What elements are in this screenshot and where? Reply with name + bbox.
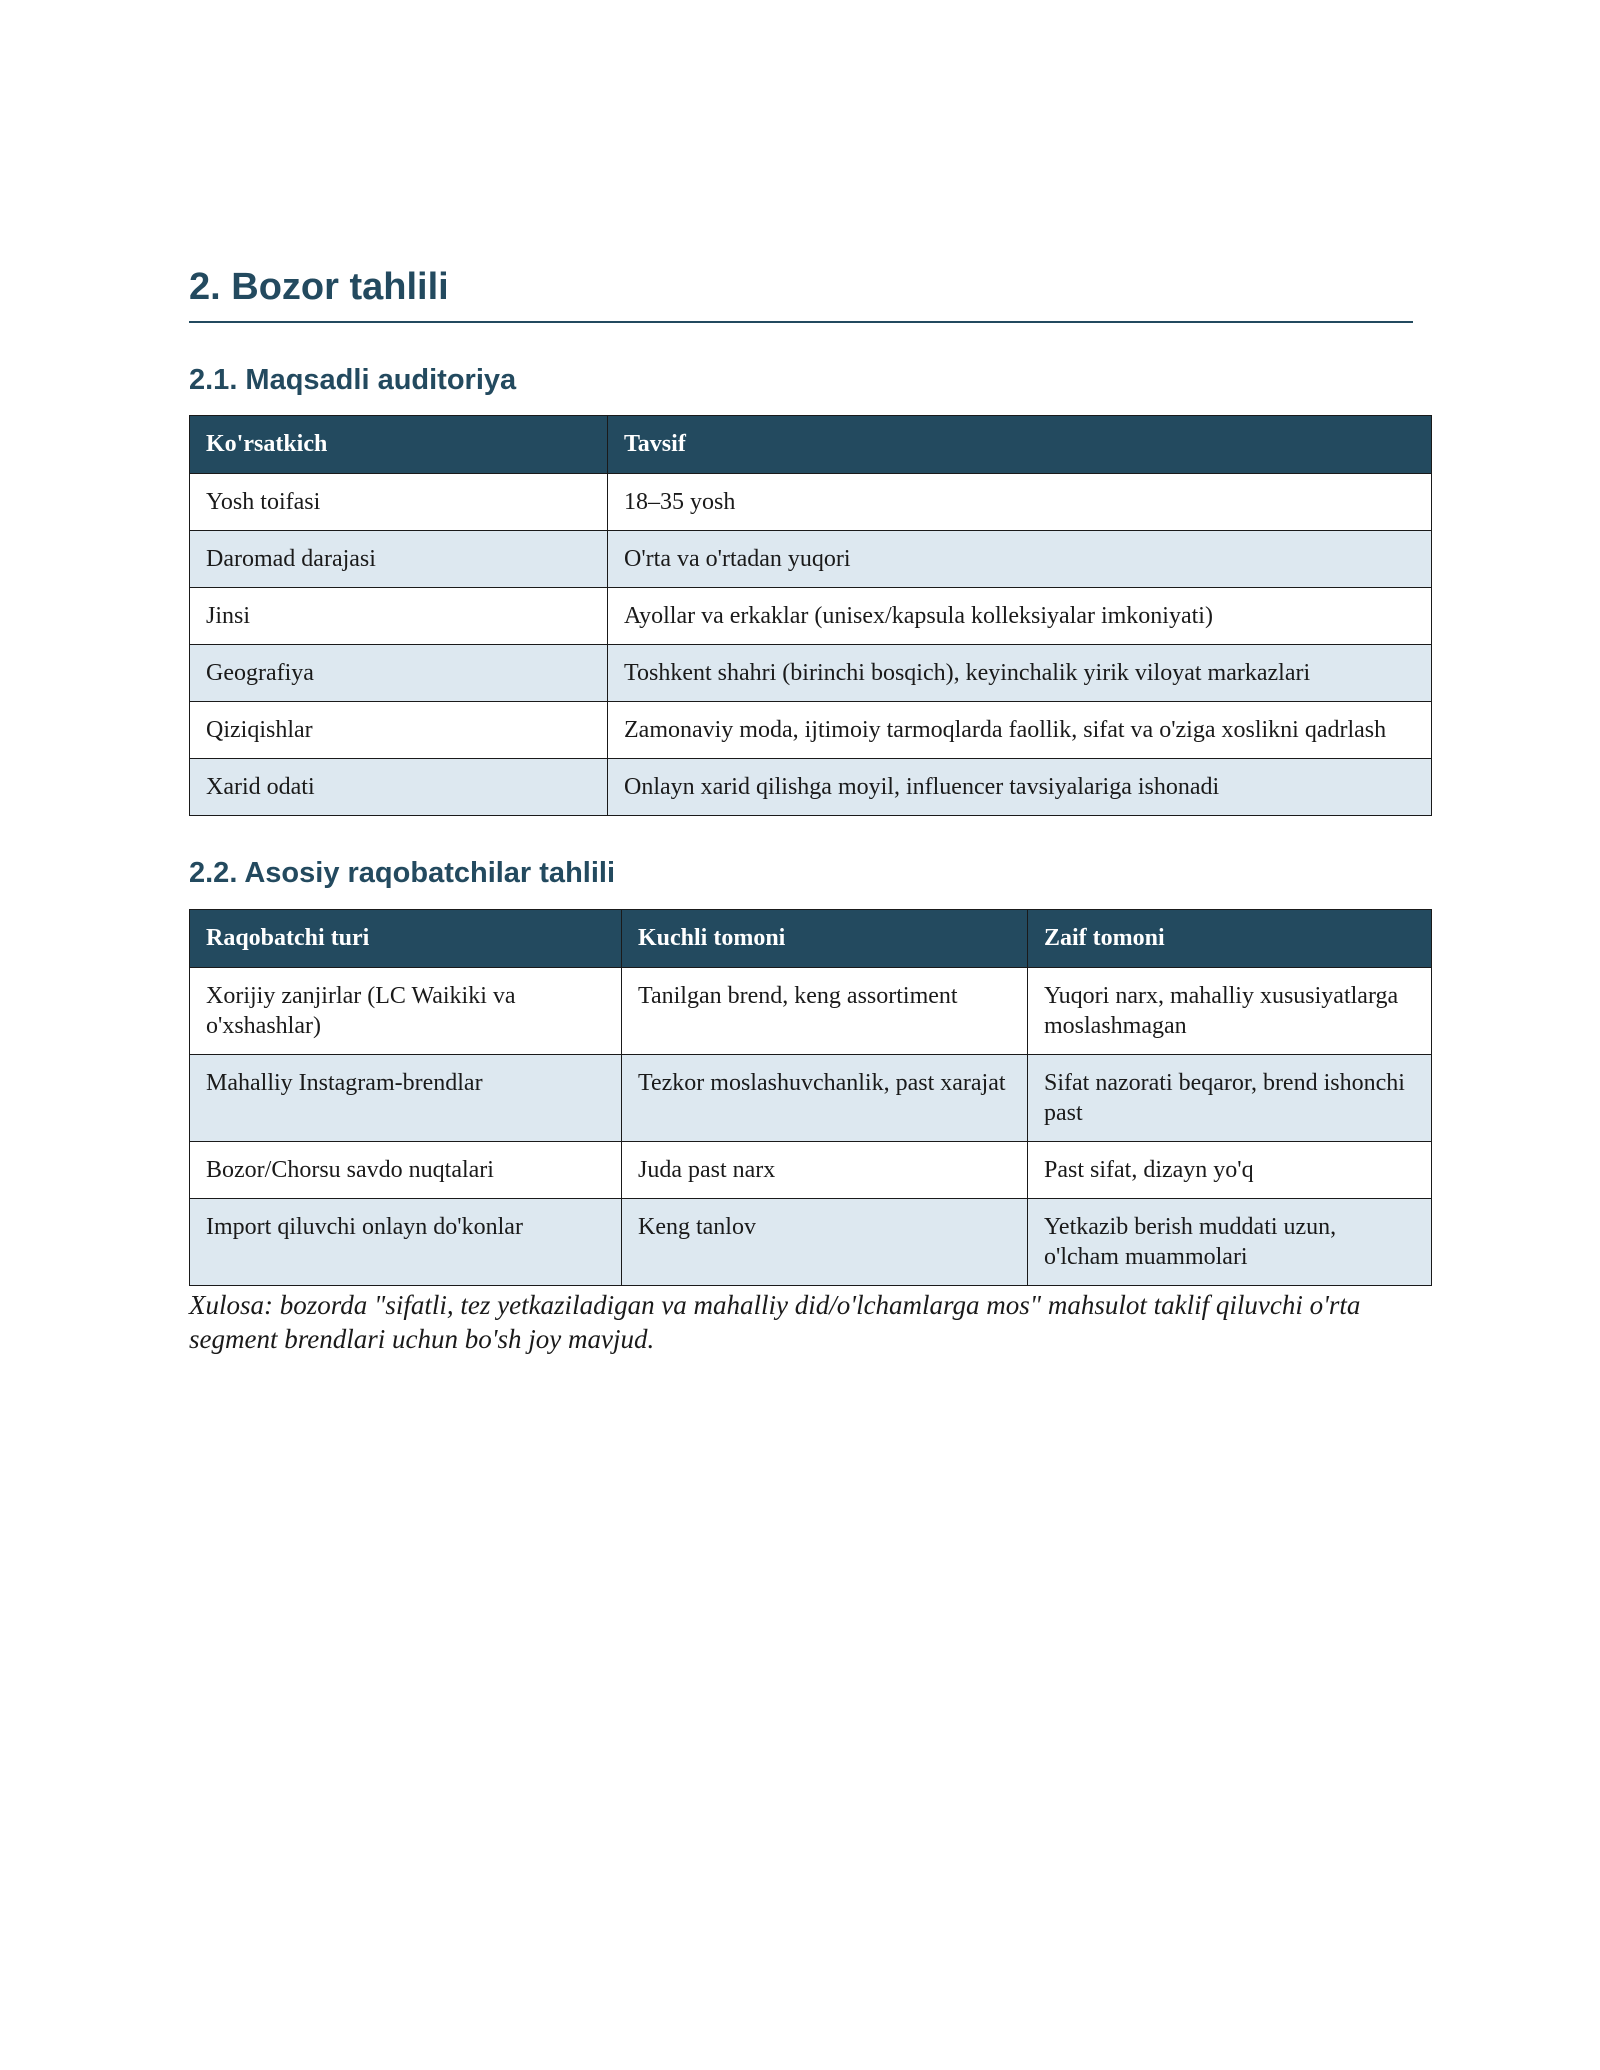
audience-description-cell: Onlayn xarid qilishga moyil, influencer tavsiyalariga ishonadi xyxy=(608,759,1432,816)
competitor-strength-cell: Juda past narx xyxy=(622,1141,1028,1198)
table-row xyxy=(190,1198,1432,1285)
audience-header-description: Tavsif xyxy=(608,416,1432,474)
competitor-weakness-cell: Yetkazib berish muddati uzun, o'lcham muammolari xyxy=(1028,1198,1432,1285)
competitor-type-cell: Xorijiy zanjirlar (LC Waikiki va o'xshashlar) xyxy=(190,967,622,1054)
table-row xyxy=(190,474,1432,531)
audience-indicator-cell: Geografiya xyxy=(190,645,608,702)
competitor-strength-cell: Keng tanlov xyxy=(622,1198,1028,1285)
table-row xyxy=(190,1054,1432,1141)
audience-description-cell: O'rta va o'rtadan yuqori xyxy=(608,531,1432,588)
audience-indicator-cell: Daromad darajasi xyxy=(190,531,608,588)
competitors-header-weakness: Zaif tomoni xyxy=(1028,909,1432,967)
table-row xyxy=(190,702,1432,759)
conclusion-text: Xulosa: bozorda "sifatli, tez yetkaziladigan va mahalliy did/o'lchamlarga mos" mahsulot taklif qiluvchi o'rta segment brendlari uchun bo'sh joy mavjud. xyxy=(189,1289,1361,1355)
table-row xyxy=(190,759,1432,816)
audience-header-indicator: Ko'rsatkich xyxy=(190,416,608,474)
table-row xyxy=(190,967,1432,1054)
competitor-weakness-cell: Yuqori narx, mahalliy xususiyatlarga moslashmagan xyxy=(1028,967,1432,1054)
table-row xyxy=(190,588,1432,645)
competitor-strength-cell: Tanilgan brend, keng assortiment xyxy=(622,967,1028,1054)
competitor-weakness-cell: Past sifat, dizayn yo'q xyxy=(1028,1141,1432,1198)
audience-description-cell: Zamonaviy moda, ijtimoiy tarmoqlarda faollik, sifat va o'ziga xoslikni qadrlash xyxy=(608,702,1432,759)
competitor-type-cell: Mahalliy Instagram-brendlar xyxy=(190,1054,622,1141)
audience-description-cell: Toshkent shahri (birinchi bosqich), keyinchalik yirik viloyat markazlari xyxy=(608,645,1432,702)
competitor-weakness-cell: Sifat nazorati beqaror, brend ishonchi past xyxy=(1028,1054,1432,1141)
audience-description-cell: Ayollar va erkaklar (unisex/kapsula kolleksiyalar imkoniyati) xyxy=(608,588,1432,645)
competitors-header-type: Raqobatchi turi xyxy=(190,909,622,967)
audience-indicator-cell: Xarid odati xyxy=(190,759,608,816)
table-row xyxy=(190,1141,1432,1198)
competitors-title: 2.2. Asosiy raqobatchilar tahlili xyxy=(189,857,616,890)
competitors-header-strength: Kuchli tomoni xyxy=(622,909,1028,967)
competitor-type-cell: Bozor/Chorsu savdo nuqtalari xyxy=(190,1141,622,1198)
section-title: 2. Bozor tahlili xyxy=(189,265,1413,323)
audience-description-cell: 18–35 yosh xyxy=(608,474,1432,531)
audience-indicator-cell: Jinsi xyxy=(190,588,608,645)
audience-indicator-cell: Yosh toifasi xyxy=(190,474,608,531)
table-row xyxy=(190,531,1432,588)
competitor-strength-cell: Tezkor moslashuvchanlik, past xarajat xyxy=(622,1054,1028,1141)
competitors-table xyxy=(189,909,1432,1286)
audience-title: 2.1. Maqsadli auditoriya xyxy=(189,363,517,396)
page-content xyxy=(189,265,1431,1357)
audience-indicator-cell: Qiziqishlar xyxy=(190,702,608,759)
audience-header-row xyxy=(190,416,1432,474)
competitor-type-cell: Import qiluvchi onlayn do'konlar xyxy=(190,1198,622,1285)
competitors-header-row xyxy=(190,909,1432,967)
audience-table xyxy=(189,415,1432,816)
table-row xyxy=(190,645,1432,702)
